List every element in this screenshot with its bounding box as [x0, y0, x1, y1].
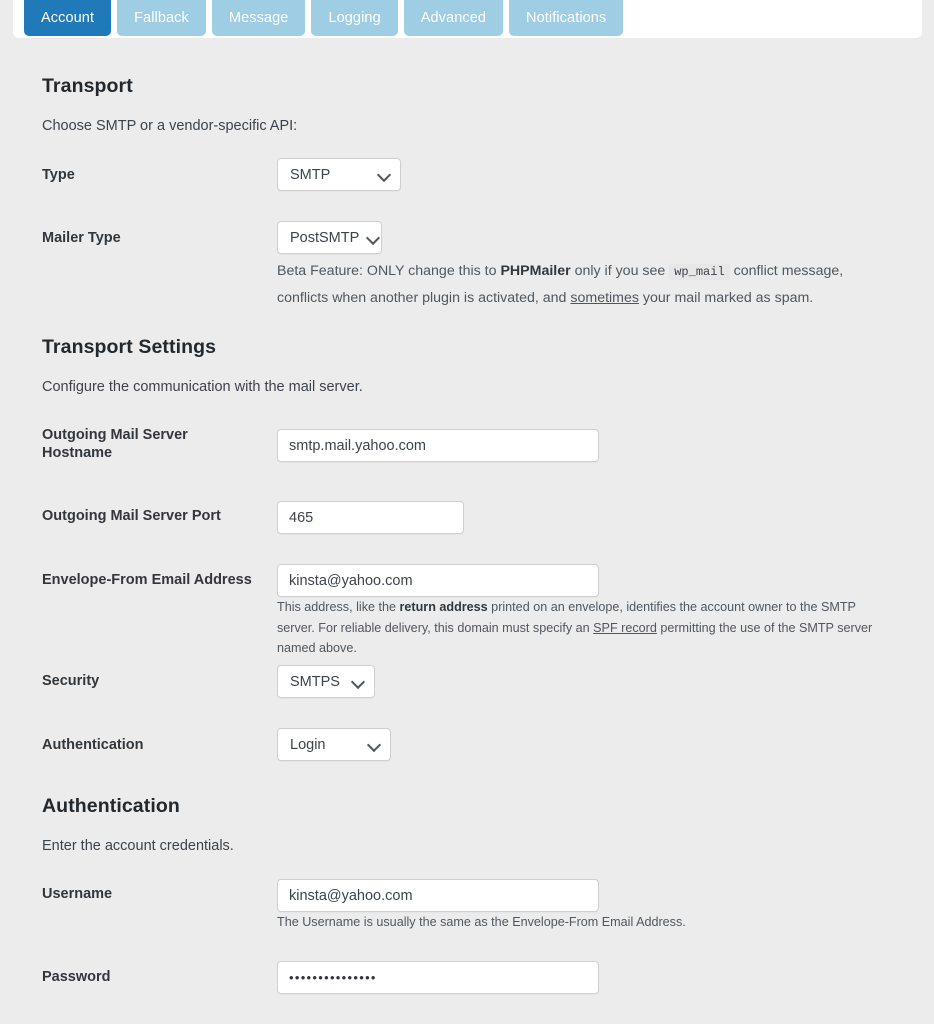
- username-input[interactable]: [277, 879, 599, 912]
- envelope-from-input-value: kinsta@yahoo.com: [289, 572, 413, 589]
- authentication-section-heading: Authentication: [42, 795, 180, 817]
- hostname-input-value: smtp.mail.yahoo.com: [289, 437, 426, 454]
- envelope-help-part-3: permitting the use of the SMTP server named above.: [277, 620, 873, 655]
- hostname-input[interactable]: [277, 429, 599, 462]
- sometimes-link[interactable]: sometimes: [570, 290, 639, 306]
- envelope-from-label: Envelope-From Email Address: [42, 572, 252, 588]
- chevron-down-icon: [367, 232, 379, 244]
- envelope-help-bold-return-address: return address: [399, 600, 488, 614]
- port-input[interactable]: [277, 501, 464, 534]
- tab-bar-container: [13, 0, 922, 38]
- security-select[interactable]: [277, 665, 375, 698]
- tab-logging[interactable]: [311, 0, 397, 36]
- tab-account[interactable]: [24, 0, 111, 36]
- authentication-method-select[interactable]: [277, 728, 391, 761]
- transport-settings-description: Configure the communication with the mail server.: [42, 379, 363, 395]
- type-select-value: SMTP: [290, 166, 331, 183]
- tab-notifications-label: Notifications: [526, 10, 607, 26]
- transport-section-heading: Transport: [42, 75, 133, 97]
- transport-settings-heading: Transport Settings: [42, 336, 217, 358]
- chevron-down-icon: [368, 739, 380, 751]
- mailer-type-select[interactable]: [277, 221, 382, 254]
- mailer-help-part-4: your mail marked as spam.: [638, 290, 814, 306]
- security-label: Security: [42, 673, 100, 689]
- password-input-value: •••••••••••••••: [289, 970, 377, 985]
- type-label: Type: [42, 167, 75, 183]
- password-input[interactable]: [277, 961, 599, 994]
- tab-fallback[interactable]: [117, 0, 206, 36]
- envelope-from-input[interactable]: [277, 564, 599, 597]
- tab-notifications[interactable]: [509, 0, 623, 36]
- spf-record-link[interactable]: SPF record: [593, 620, 657, 635]
- mailer-type-select-value: PostSMTP: [290, 229, 360, 246]
- chevron-down-icon: [352, 676, 364, 688]
- tab-advanced[interactable]: [404, 0, 503, 36]
- envelope-help-part-1: This address, like the: [277, 600, 400, 614]
- mailer-help-bold-phpmailer: PHPMailer: [500, 263, 571, 279]
- tab-message-label: Message: [228, 10, 289, 26]
- authentication-section-description: Enter the account credentials.: [42, 838, 234, 854]
- hostname-label: Outgoing Mail Server Hostname: [42, 427, 188, 461]
- username-label: Username: [42, 886, 113, 902]
- username-help-text: The Username is usually the same as the Envelope-From Email Address.: [277, 915, 686, 929]
- type-select[interactable]: [277, 158, 401, 191]
- mailer-type-help-text: [277, 258, 877, 311]
- tab-fallback-label: Fallback: [134, 10, 189, 26]
- tab-message[interactable]: [212, 0, 306, 36]
- password-label: Password: [42, 969, 111, 985]
- tab-account-label: Account: [41, 10, 95, 26]
- tab-list: [24, 0, 623, 36]
- chevron-down-icon: [378, 169, 390, 181]
- tab-advanced-label: Advanced: [420, 10, 487, 26]
- username-input-value: kinsta@yahoo.com: [289, 887, 413, 904]
- mailer-help-part-2: only if you see: [570, 263, 670, 279]
- port-input-value: 465: [289, 509, 314, 526]
- security-select-value: SMTPS: [290, 673, 340, 690]
- authentication-method-label: Authentication: [42, 737, 144, 753]
- envelope-help-part-2: printed on an envelope, identifies the account owner to the SMTP server. For reliable delivery, this domain must specify an: [277, 600, 856, 635]
- mailer-type-label: Mailer Type: [42, 230, 121, 246]
- port-label: Outgoing Mail Server Port: [42, 508, 221, 524]
- mailer-help-part-3: conflict message, conflicts when another plugin is activated, and: [277, 263, 844, 306]
- envelope-from-help-text: [277, 597, 885, 659]
- wp-mail-code: wp_mail: [669, 264, 729, 280]
- authentication-method-select-value: Login: [290, 736, 326, 753]
- tab-logging-label: Logging: [328, 10, 381, 26]
- transport-section-description: Choose SMTP or a vendor-specific API:: [42, 118, 298, 134]
- mailer-help-part-1: Beta Feature: ONLY change this to: [277, 263, 501, 279]
